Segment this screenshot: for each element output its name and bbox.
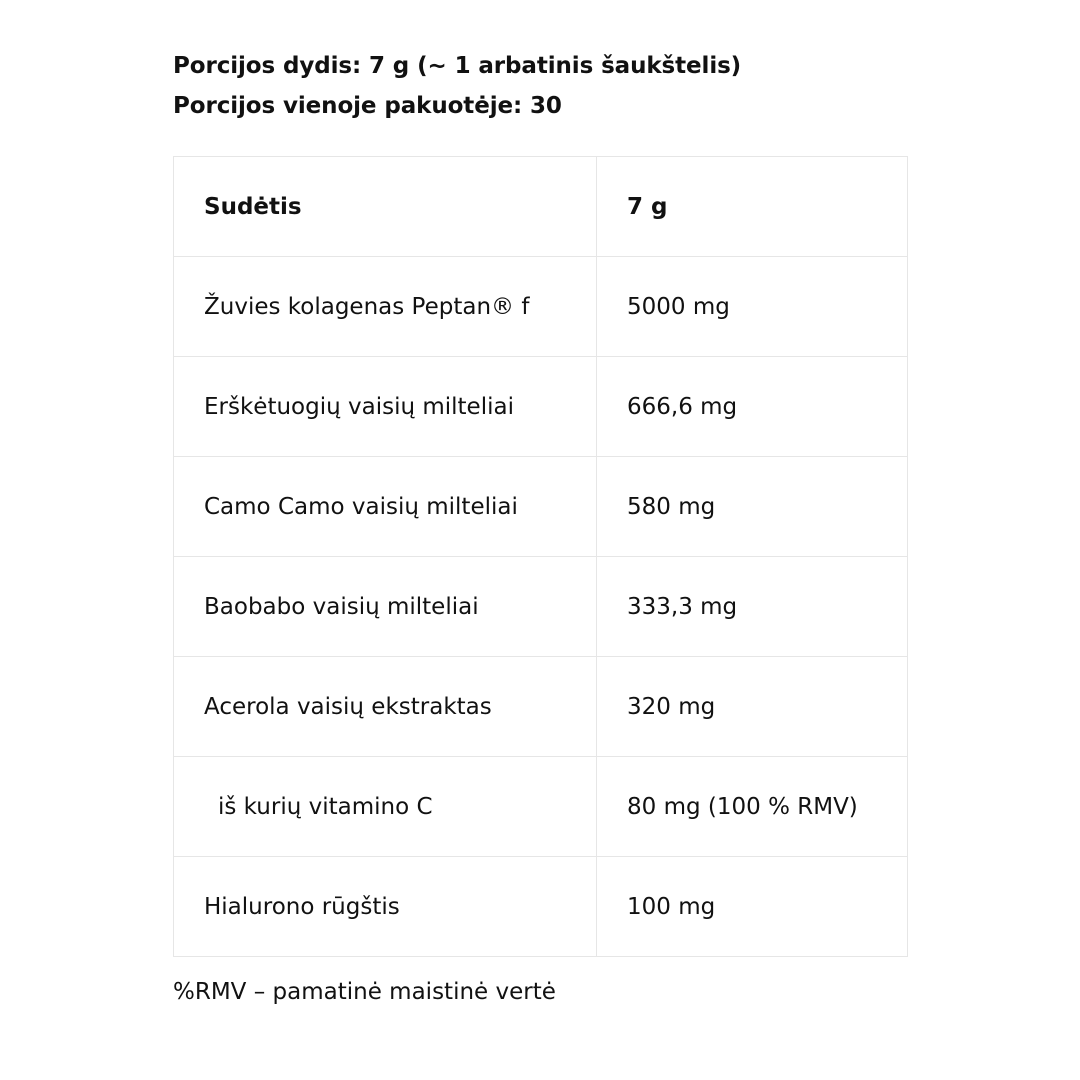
table-row bbox=[174, 757, 908, 857]
table-row bbox=[174, 557, 908, 657]
table-row bbox=[174, 457, 908, 557]
sub-ingredient-name: iš kurių vitamino C bbox=[218, 793, 433, 820]
serving-size-text: Porcijos dydis: 7 g (~ 1 arbatinis šaukštelis) bbox=[173, 53, 742, 79]
ingredient-name: Baobabo vaisių milteliai bbox=[174, 557, 597, 657]
table-row bbox=[174, 657, 908, 757]
table-row bbox=[174, 257, 908, 357]
ingredient-name: Žuvies kolagenas Peptan® f bbox=[174, 257, 597, 357]
rmv-footnote: %RMV – pamatinė maistinė vertė bbox=[173, 979, 556, 1005]
table-row bbox=[174, 857, 908, 957]
servings-per-pack-text: Porcijos vienoje pakuotėje: 30 bbox=[173, 93, 562, 119]
ingredient-amount: 80 mg (100 % RMV) bbox=[597, 757, 908, 857]
ingredient-amount: 320 mg bbox=[597, 657, 908, 757]
serving-info bbox=[173, 46, 913, 126]
ingredient-name: Camo Camo vaisių milteliai bbox=[174, 457, 597, 557]
ingredient-name bbox=[174, 757, 597, 857]
ingredient-name: Hialurono rūgštis bbox=[174, 857, 597, 957]
table-row bbox=[174, 357, 908, 457]
composition-table bbox=[173, 156, 908, 957]
column-header-amount: 7 g bbox=[597, 157, 908, 257]
ingredient-amount: 100 mg bbox=[597, 857, 908, 957]
ingredient-amount: 666,6 mg bbox=[597, 357, 908, 457]
ingredient-name: Acerola vaisių ekstraktas bbox=[174, 657, 597, 757]
table-header-row bbox=[174, 157, 908, 257]
ingredient-name: Erškėtuogių vaisių milteliai bbox=[174, 357, 597, 457]
ingredient-amount: 333,3 mg bbox=[597, 557, 908, 657]
ingredient-amount: 5000 mg bbox=[597, 257, 908, 357]
column-header-composition: Sudėtis bbox=[174, 157, 597, 257]
ingredient-amount: 580 mg bbox=[597, 457, 908, 557]
